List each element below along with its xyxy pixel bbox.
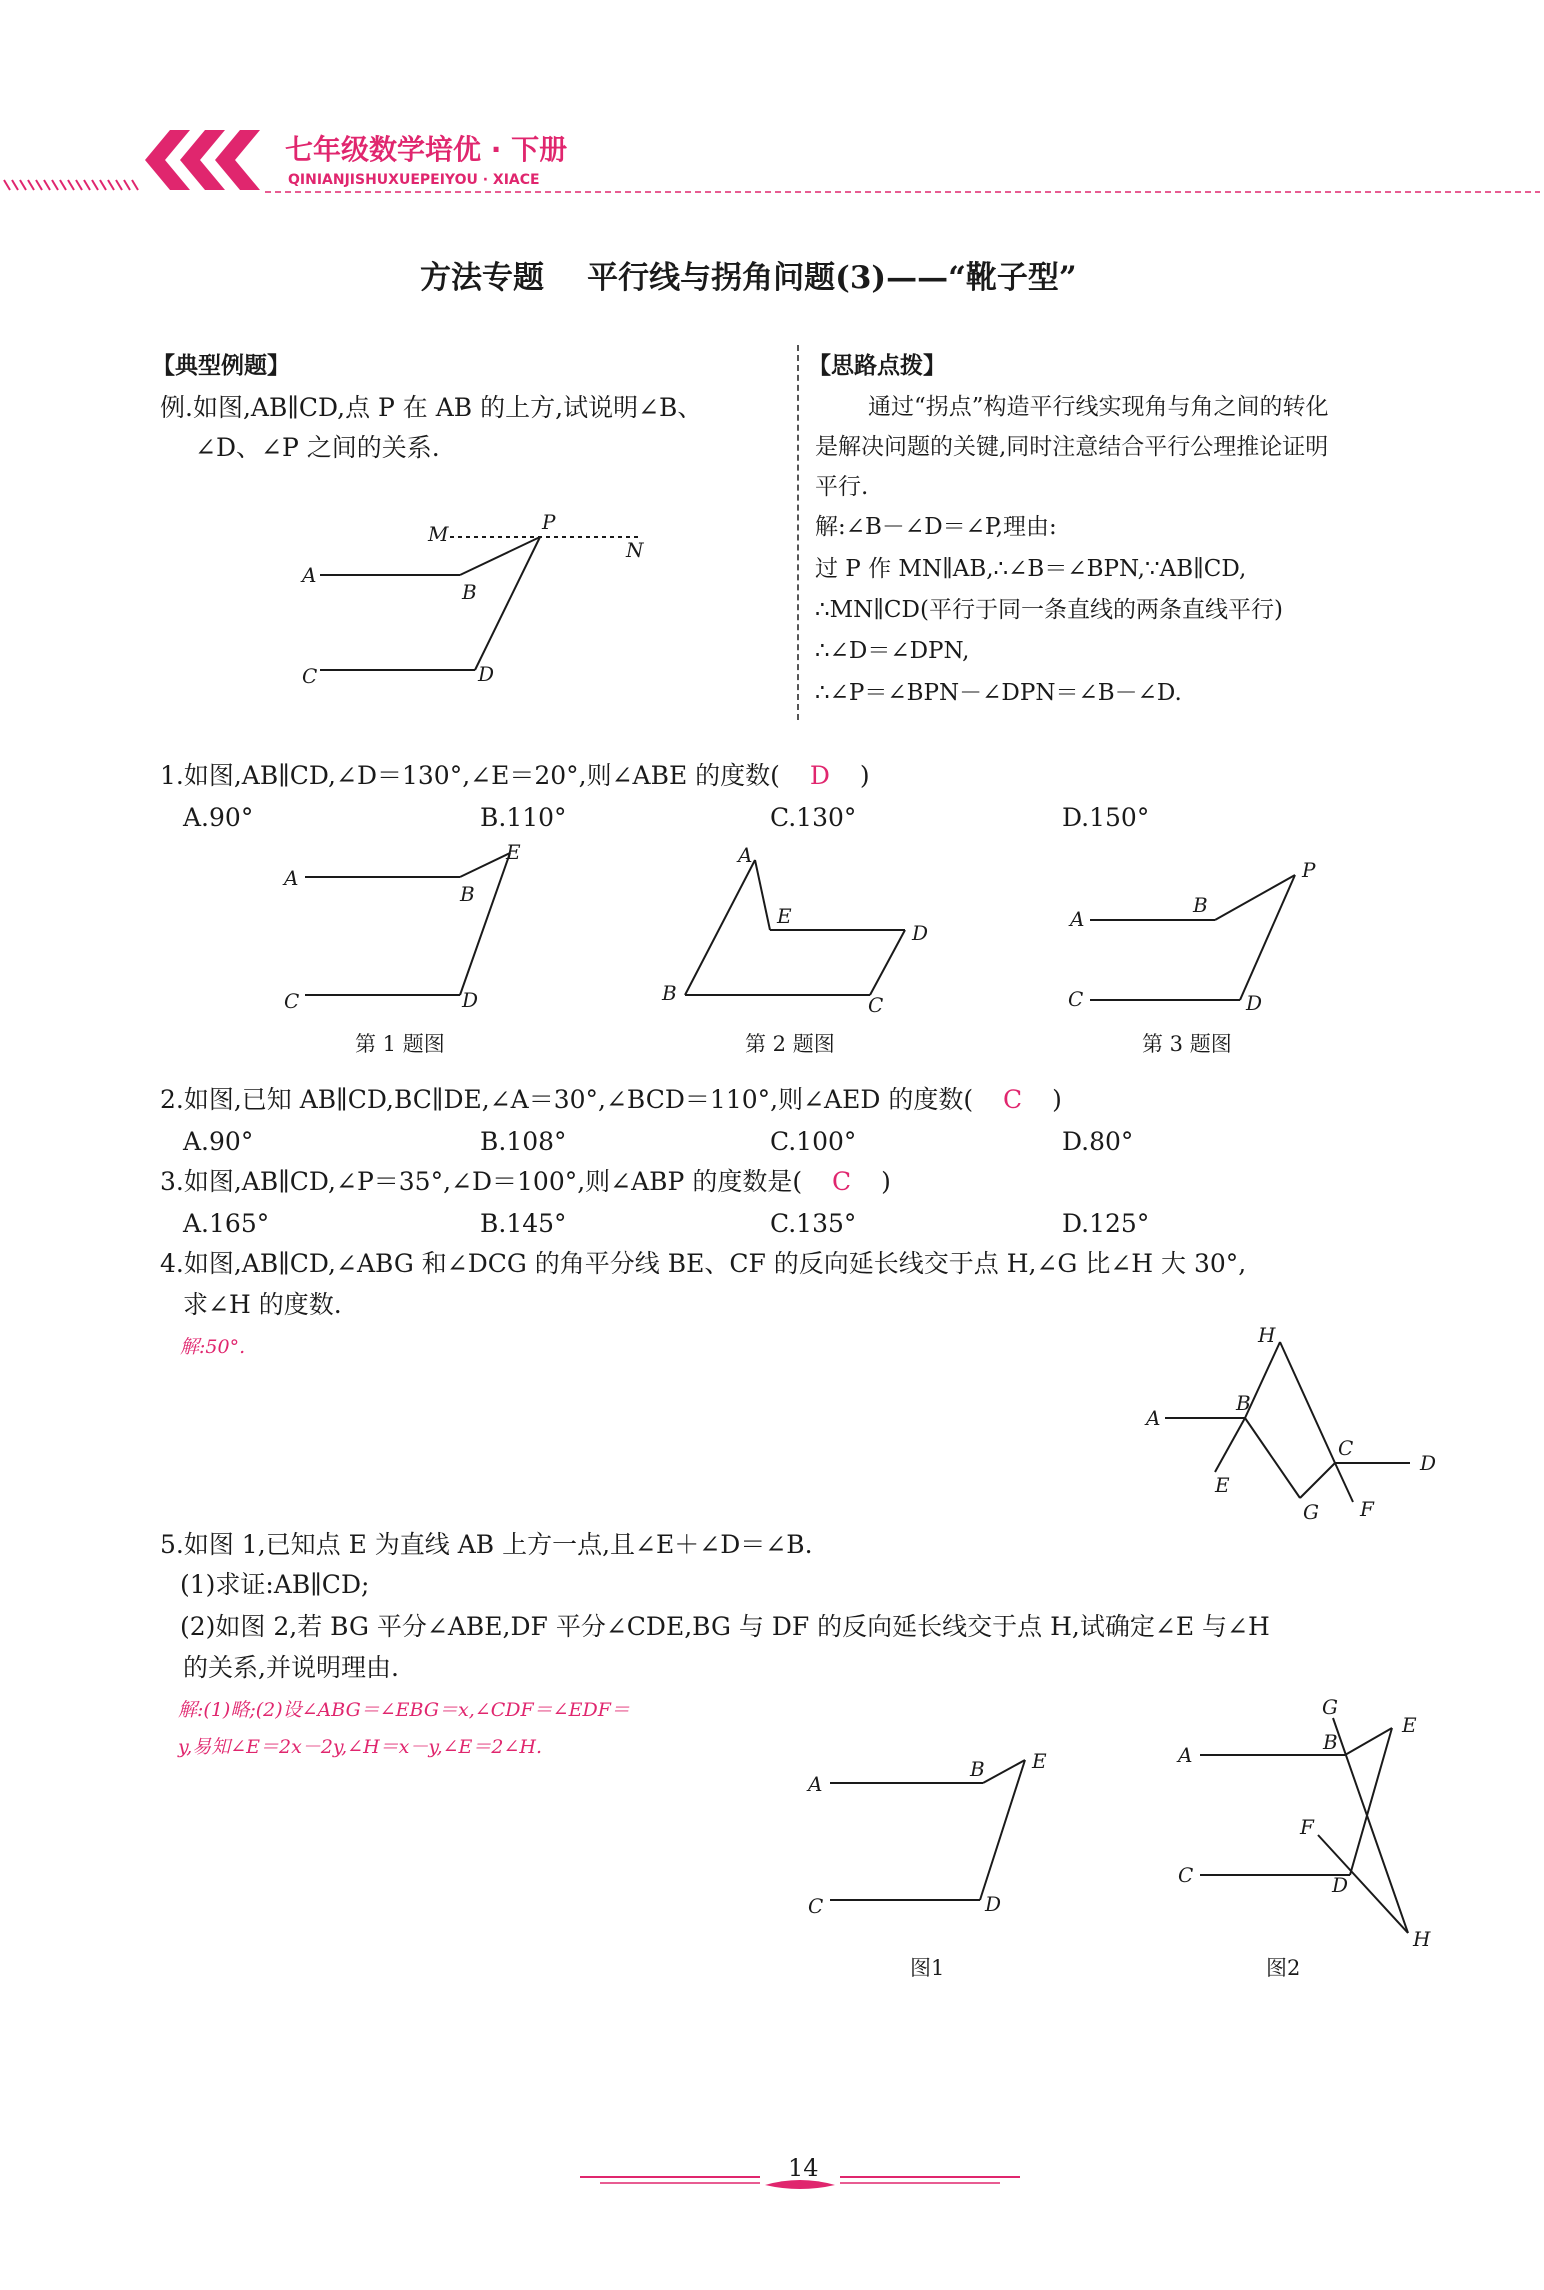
label-G: G	[1303, 1500, 1319, 1524]
hint-line-2: 是解决问题的关键,同时注意结合平行公理推论证明	[815, 434, 1329, 460]
label-B: B	[1323, 1730, 1338, 1754]
label-A: A	[302, 563, 317, 587]
q3-answer: C	[832, 1167, 852, 1196]
label-C: C	[1068, 987, 1084, 1011]
label-D: D	[462, 988, 479, 1012]
q2-option-c: C.100°	[770, 1127, 857, 1156]
q1-close: )	[859, 761, 870, 790]
label-H: H	[1413, 1927, 1431, 1950]
example-stem-line2: ∠D、∠P 之间的关系.	[195, 433, 440, 462]
q3-option-a: A.165°	[183, 1209, 270, 1238]
label-B: B	[1236, 1391, 1251, 1415]
label-E: E	[1215, 1473, 1230, 1497]
label-H: H	[1258, 1323, 1276, 1347]
label-D: D	[478, 662, 495, 686]
page-number: 14	[788, 2154, 819, 2182]
q3-stem-text: 3.如图,AB∥CD,∠P＝35°,∠D＝100°,则∠ABP 的度数是(	[160, 1167, 803, 1196]
q1-figure	[270, 835, 540, 1015]
q3-option-d: D.125°	[1062, 1209, 1150, 1238]
q3-option-b: B.145°	[480, 1209, 567, 1238]
hint-line-3: 平行.	[815, 474, 869, 500]
label-M: M	[428, 522, 449, 546]
header-title: 七年级数学培优 · 下册	[285, 133, 568, 166]
q5-stem-line1: 5.如图 1,已知点 E 为直线 AB 上方一点,且∠E＋∠D＝∠B.	[160, 1530, 813, 1559]
header-chevron-decoration	[0, 120, 1544, 200]
q3-stem	[160, 1162, 891, 1202]
label-D: D	[1420, 1451, 1437, 1475]
q1-option-c: C.130°	[770, 803, 857, 832]
label-B: B	[1193, 893, 1208, 917]
label-A: A	[1146, 1406, 1161, 1430]
q5-figure-2	[1170, 1690, 1460, 1950]
label-F: F	[1300, 1815, 1314, 1839]
hint-section-label: 【思路点拨】	[808, 352, 946, 379]
hint-line-5: 过 P 作 MN∥AB,∴∠B＝∠BPN,∵AB∥CD,	[815, 556, 1247, 582]
label-A: A	[284, 866, 299, 890]
column-divider	[797, 345, 799, 720]
label-P: P	[1302, 858, 1316, 882]
label-B: B	[662, 981, 677, 1005]
hint-line-4: 解:∠B－∠D＝∠P,理由:	[815, 514, 1057, 540]
label-C: C	[1338, 1436, 1354, 1460]
label-A: A	[1070, 907, 1085, 931]
q4-stem-line1: 4.如图,AB∥CD,∠ABG 和∠DCG 的角平分线 BE、CF 的反向延长线交于点 H,∠G 比∠H 大 30°,	[160, 1249, 1247, 1278]
label-B: B	[460, 882, 475, 906]
q2-figure	[650, 840, 940, 1015]
label-E: E	[1032, 1749, 1047, 1773]
label-C: C	[1178, 1863, 1194, 1887]
q2-option-b: B.108°	[480, 1127, 567, 1156]
q1-option-a: A.90°	[183, 803, 254, 832]
q2-stem-text: 2.如图,已知 AB∥CD,BC∥DE,∠A＝30°,∠BCD＝110°,则∠AED 的度数(	[160, 1085, 974, 1114]
label-E: E	[506, 840, 521, 864]
label-D: D	[1332, 1873, 1349, 1897]
page-title: 方法专题 平行线与拐角问题(3)——“靴子型”	[420, 260, 1077, 296]
q1-figure-caption: 第 1 题图	[355, 1032, 445, 1056]
q1-stem-text: 1.如图,AB∥CD,∠D＝130°,∠E＝20°,则∠ABE 的度数(	[160, 761, 780, 790]
label-A: A	[808, 1772, 823, 1796]
q5-figure-2-caption: 图2	[1266, 1956, 1301, 1980]
header-subtitle: QINIANJISHUXUEPEIYOU · XIACE	[288, 172, 540, 188]
q4-figure	[1140, 1320, 1460, 1530]
label-E: E	[777, 904, 792, 928]
example-stem-line1: 例.如图,AB∥CD,点 P 在 AB 的上方,试说明∠B、	[160, 393, 703, 422]
q3-figure	[1060, 850, 1330, 1015]
label-C: C	[868, 993, 884, 1015]
label-D: D	[985, 1892, 1002, 1916]
hint-line-8: ∴∠P＝∠BPN－∠DPN＝∠B－∠D.	[815, 680, 1182, 706]
label-P: P	[542, 510, 556, 534]
label-G: G	[1322, 1695, 1338, 1719]
q1-option-b: B.110°	[480, 803, 567, 832]
q2-option-a: A.90°	[183, 1127, 254, 1156]
label-D: D	[912, 921, 929, 945]
q2-figure-caption: 第 2 题图	[745, 1032, 835, 1056]
q2-stem	[160, 1080, 1062, 1120]
hint-line-1: 通过“拐点”构造平行线实现角与角之间的转化	[868, 394, 1329, 420]
q5-answer-line2: y,易知∠E＝2x－2y,∠H＝x－y,∠E＝2∠H.	[178, 1736, 543, 1758]
label-C: C	[302, 664, 318, 688]
label-A: A	[1178, 1743, 1193, 1767]
label-C: C	[284, 989, 300, 1013]
q3-figure-caption: 第 3 题图	[1142, 1032, 1232, 1056]
label-A: A	[738, 843, 753, 867]
q5-stem-line4: 的关系,并说明理由.	[183, 1653, 399, 1682]
q5-figure-1-caption: 图1	[910, 1956, 945, 1980]
example-section-label: 【典型例题】	[152, 352, 290, 379]
label-D: D	[1246, 991, 1263, 1015]
q4-stem-line2: 求∠H 的度数.	[183, 1290, 342, 1319]
q2-option-d: D.80°	[1062, 1127, 1134, 1156]
label-B: B	[462, 580, 477, 604]
q5-figure-1	[800, 1735, 1070, 1925]
label-N: N	[626, 538, 644, 562]
label-F: F	[1360, 1497, 1374, 1521]
q2-answer: C	[1003, 1085, 1023, 1114]
q1-answer: D	[809, 761, 830, 790]
q3-close: )	[881, 1167, 891, 1196]
label-B: B	[970, 1757, 985, 1781]
hint-line-6: ∴MN∥CD(平行于同一条直线的两条直线平行)	[815, 597, 1283, 623]
q5-stem-line2: (1)求证:AB∥CD;	[180, 1570, 370, 1599]
q3-option-c: C.135°	[770, 1209, 857, 1238]
q5-stem-line3: (2)如图 2,若 BG 平分∠ABE,DF 平分∠CDE,BG 与 DF 的反向延长线交于点 H,试确定∠E 与∠H	[180, 1612, 1270, 1641]
label-E: E	[1402, 1713, 1417, 1737]
hint-line-7: ∴∠D＝∠DPN,	[815, 638, 970, 664]
q5-answer-line1: 解:(1)略;(2)设∠ABG＝∠EBG＝x,∠CDF＝∠EDF＝	[178, 1699, 630, 1721]
q2-close: )	[1052, 1085, 1062, 1114]
page-header	[0, 120, 1544, 200]
q4-answer: 解:50°.	[180, 1336, 246, 1358]
example-figure	[290, 505, 670, 705]
q1-option-d: D.150°	[1062, 803, 1150, 832]
q1-stem	[160, 756, 870, 796]
label-C: C	[808, 1894, 824, 1918]
